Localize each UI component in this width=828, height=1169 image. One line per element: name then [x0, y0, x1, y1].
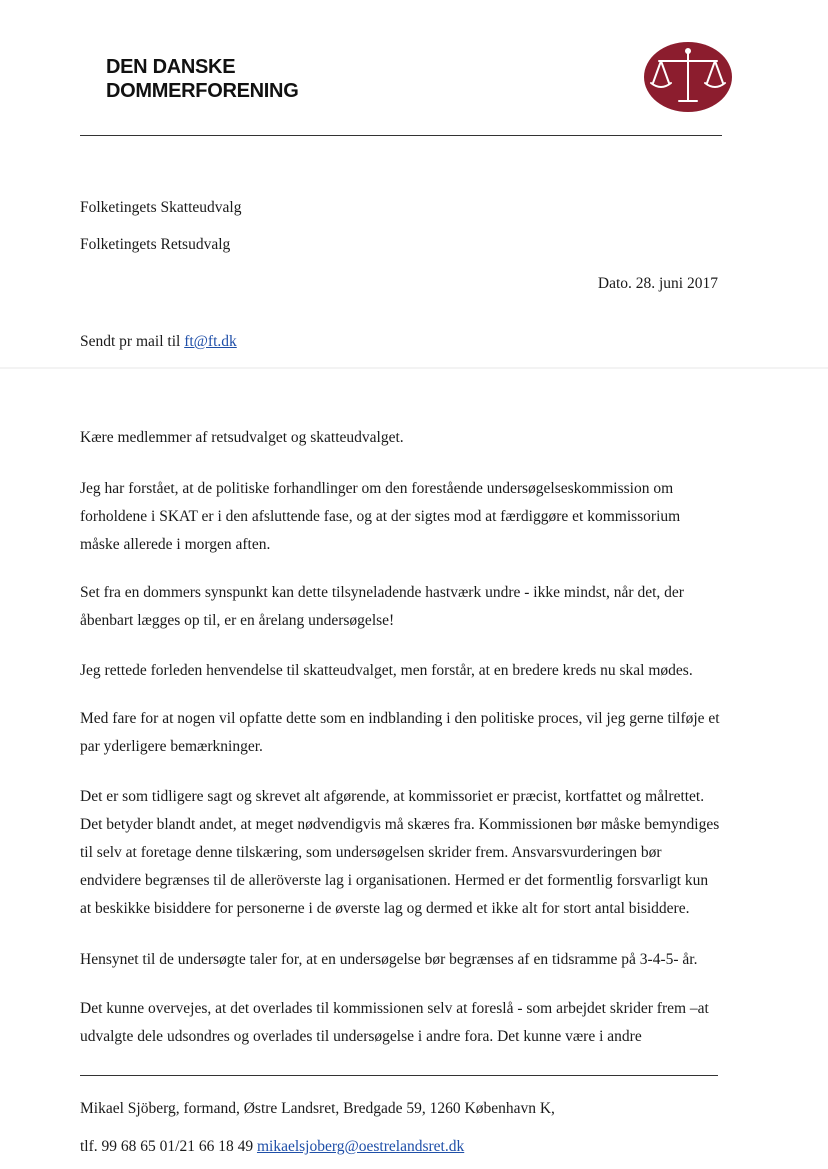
paragraph-3 [80, 657, 693, 685]
paragraph-line: udvalgte dele udsondres og overlades til undersøgelse i andre fora. Det kunne være i andre [80, 1028, 642, 1045]
paragraph-line: Set fra en dommers synspunkt kan dette tilsyneladende hastværk undre - ikke mindst, når det, der [80, 584, 684, 601]
paragraph-line: til selv at foretage denne tilskæring, som undersøgelsen skrider frem. Ansvarsvurderingen bør [80, 844, 662, 861]
recipient-email-link[interactable]: ft@ft.dk [184, 333, 237, 350]
paragraph-line: Med fare for at nogen vil opfatte dette som en indblanding i den politiske proces, vil jeg gerne tilføje et [80, 710, 720, 727]
paragraph-line: par yderligere bemærkninger. [80, 738, 263, 755]
recipient-2: Folketingets Retsudvalg [80, 236, 231, 253]
paragraph-line: måske allerede i morgen aften. [80, 536, 271, 553]
letter-date: Dato. 28. juni 2017 [597, 275, 718, 292]
paragraph-6 [80, 946, 697, 974]
footer-divider [80, 1075, 718, 1076]
salutation: Kære medlemmer af retsudvalget og skatteudvalget. [80, 429, 404, 446]
sent-by-mail-line [80, 328, 237, 356]
recipient-1: Folketingets Skatteudvalg [80, 199, 242, 216]
paragraph-line: Hensynet til de undersøgte taler for, at en undersøgelse bør begrænses af en tidsramme på 3-4-5- år. [80, 951, 698, 968]
footer-email-link[interactable]: mikaelsjoberg@oestrelandsret.dk [256, 1138, 465, 1155]
paragraph-1 [80, 475, 680, 559]
header-divider [80, 135, 722, 136]
paragraph-line: endvidere begrænses til de alleröverste lag i organisationen. Hermed er det formentlig forsvarligt kun [80, 872, 709, 889]
paragraph-line: Det er som tidligere sagt og skrevet alt afgørende, at kommissoriet er præcist, kortfattet og målrettet. [80, 788, 705, 805]
paragraph-7 [80, 995, 709, 1051]
paragraph-5 [80, 783, 719, 923]
footer-contact [80, 1133, 464, 1161]
paragraph-2 [80, 579, 684, 635]
paragraph-4 [80, 705, 720, 761]
org-name-line-1: DEN DANSKE [106, 56, 236, 78]
paragraph-line: at beskikke bisiddere for personerne i de øverste lag og dermed et ikke alt for stort antal bisiddere. [80, 900, 690, 917]
footer-phone: tlf. 99 68 65 01/21 66 18 49 [80, 1138, 257, 1155]
footer-address: Mikael Sjöberg, formand, Østre Landsret, Bredgade 59, 1260 København K, [80, 1100, 555, 1117]
paragraph-line: Det betyder blandt andet, at meget nødvendigvis må skæres fra. Kommissionen bør måske bemyndiges [80, 816, 720, 833]
scales-of-justice-logo [643, 41, 733, 113]
sent-prefix: Sendt pr mail til [80, 333, 185, 350]
paragraph-line: Det kunne overvejes, at det overlades til kommissionen selv at foreslå - som arbejdet skrider frem –at [80, 1000, 709, 1017]
org-name-line-2: DOMMERFORENING [106, 80, 299, 102]
paragraph-line: åbenbart lægges op til, er en årelang undersøgelse! [80, 612, 395, 629]
paragraph-line: Jeg rettede forleden henvendelse til skatteudvalget, men forstår, at en bredere kreds nu skal mødes. [80, 662, 693, 679]
organization-name [106, 55, 298, 103]
scan-artifact [0, 367, 828, 369]
paragraph-line: Jeg har forstået, at de politiske forhandlinger om den forestående undersøgelseskommission om [80, 480, 674, 497]
paragraph-line: forholdene i SKAT er i den afsluttende fase, og at der sigtes mod at færdiggøre et kommissorium [80, 508, 681, 525]
